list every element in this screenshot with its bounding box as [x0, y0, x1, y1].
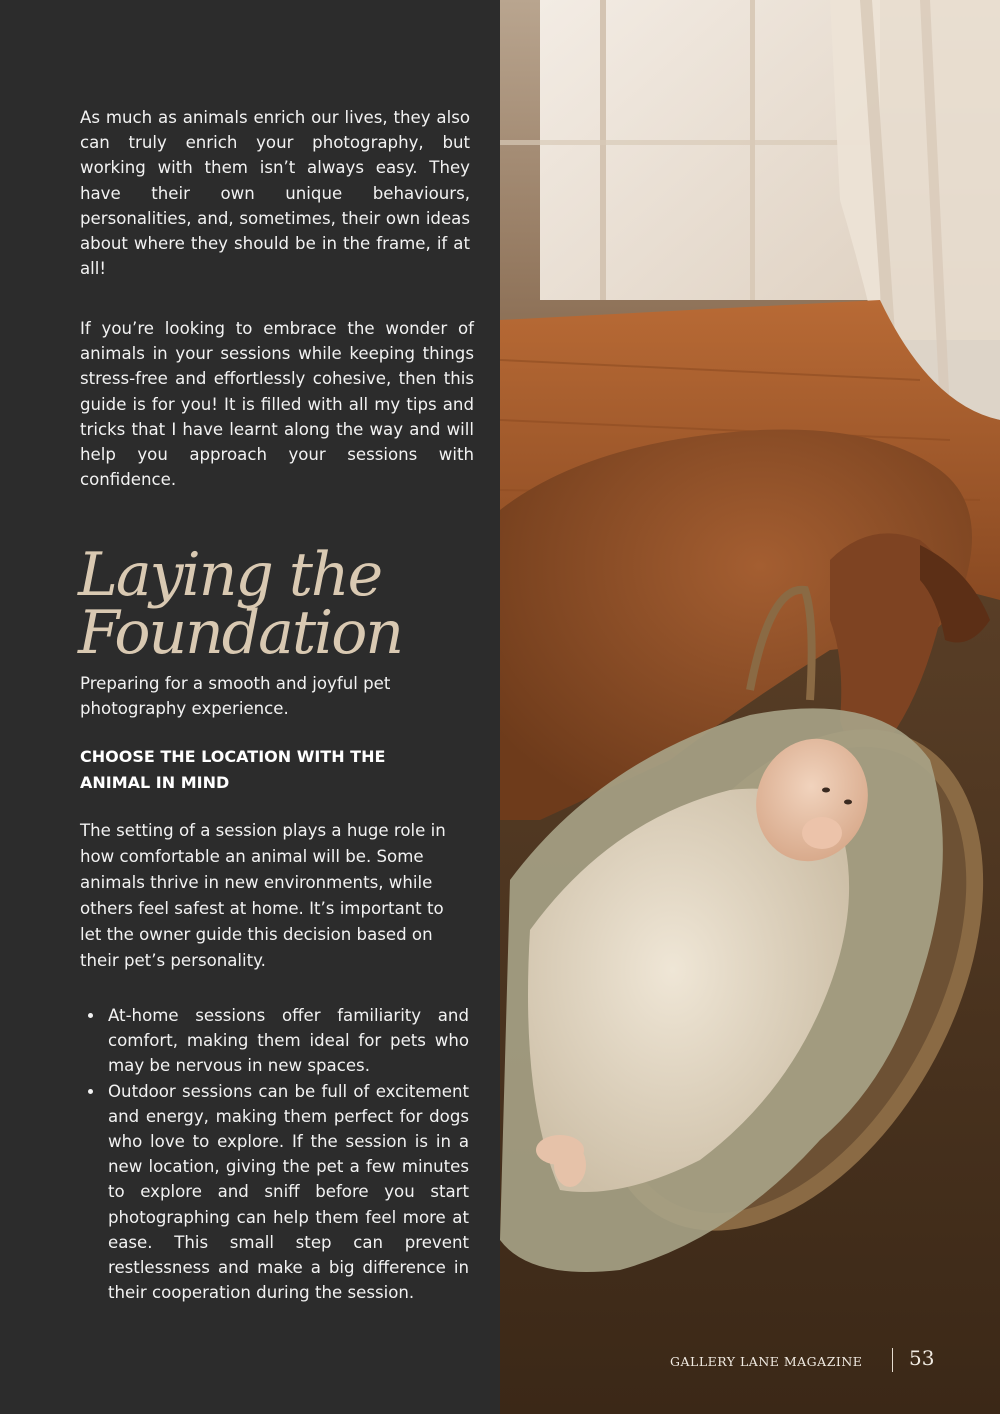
location-subheading: CHOOSE THE LOCATION WITH THE ANIMAL IN MIND [80, 747, 386, 792]
footer-divider [892, 1348, 893, 1372]
page-footer [670, 1348, 940, 1378]
intro-paragraph-2: If you’re looking to embrace the wonder of animals in your sessions while keeping things stress-free and effortlessly cohesive, then this guide is for you! It is filled with all my tips and tricks that I have learnt along the way and will help you approach your sessions with confidence. [80, 319, 474, 490]
bullet-dot [88, 1089, 93, 1094]
magazine-name: GALLERY LANE MAGAZINE [670, 1354, 863, 1369]
location-body: The setting of a session plays a huge role in how comfortable an animal will be. Some animals thrive in new environments, while others feel safest at home. It’s important to let the owner guide this decision based on their pet’s personality. [80, 821, 446, 970]
photo-illustration [500, 0, 1000, 1414]
intro-paragraph-1: As much as animals enrich our lives, they also can truly enrich your photography, but working with them isn’t always easy. They have their own unique behaviours, personalities, and, sometimes, their own ideas about where they should be in the frame, if at all! [80, 108, 470, 279]
page-number: 53 [909, 1346, 935, 1370]
bullet-text: Outdoor sessions can be full of excitement and energy, making them perfect for dogs who love to explore. If the session is in a new location, giving the pet a few minutes to explore and sniff before you start photographing can help them feel more at ease. This small step can prevent restlessness and make a big difference in their cooperation during the session. [108, 1081, 469, 1303]
location-bullet-list [88, 1003, 469, 1305]
bullet-item [88, 1003, 469, 1079]
bullet-dot [88, 1013, 93, 1018]
section-title [78, 540, 403, 668]
section-subtitle: Preparing for a smooth and joyful pet photography experience. [80, 674, 391, 719]
section-title-line-1: Laying the [78, 540, 382, 610]
bullet-item [88, 1079, 469, 1306]
section-title-line-2: Foundation [78, 598, 403, 668]
bullet-text: At-home sessions offer familiarity and comfort, making them ideal for pets who may be nervous in new spaces. [108, 1006, 469, 1076]
dog-and-baby-photo [500, 0, 1000, 1414]
